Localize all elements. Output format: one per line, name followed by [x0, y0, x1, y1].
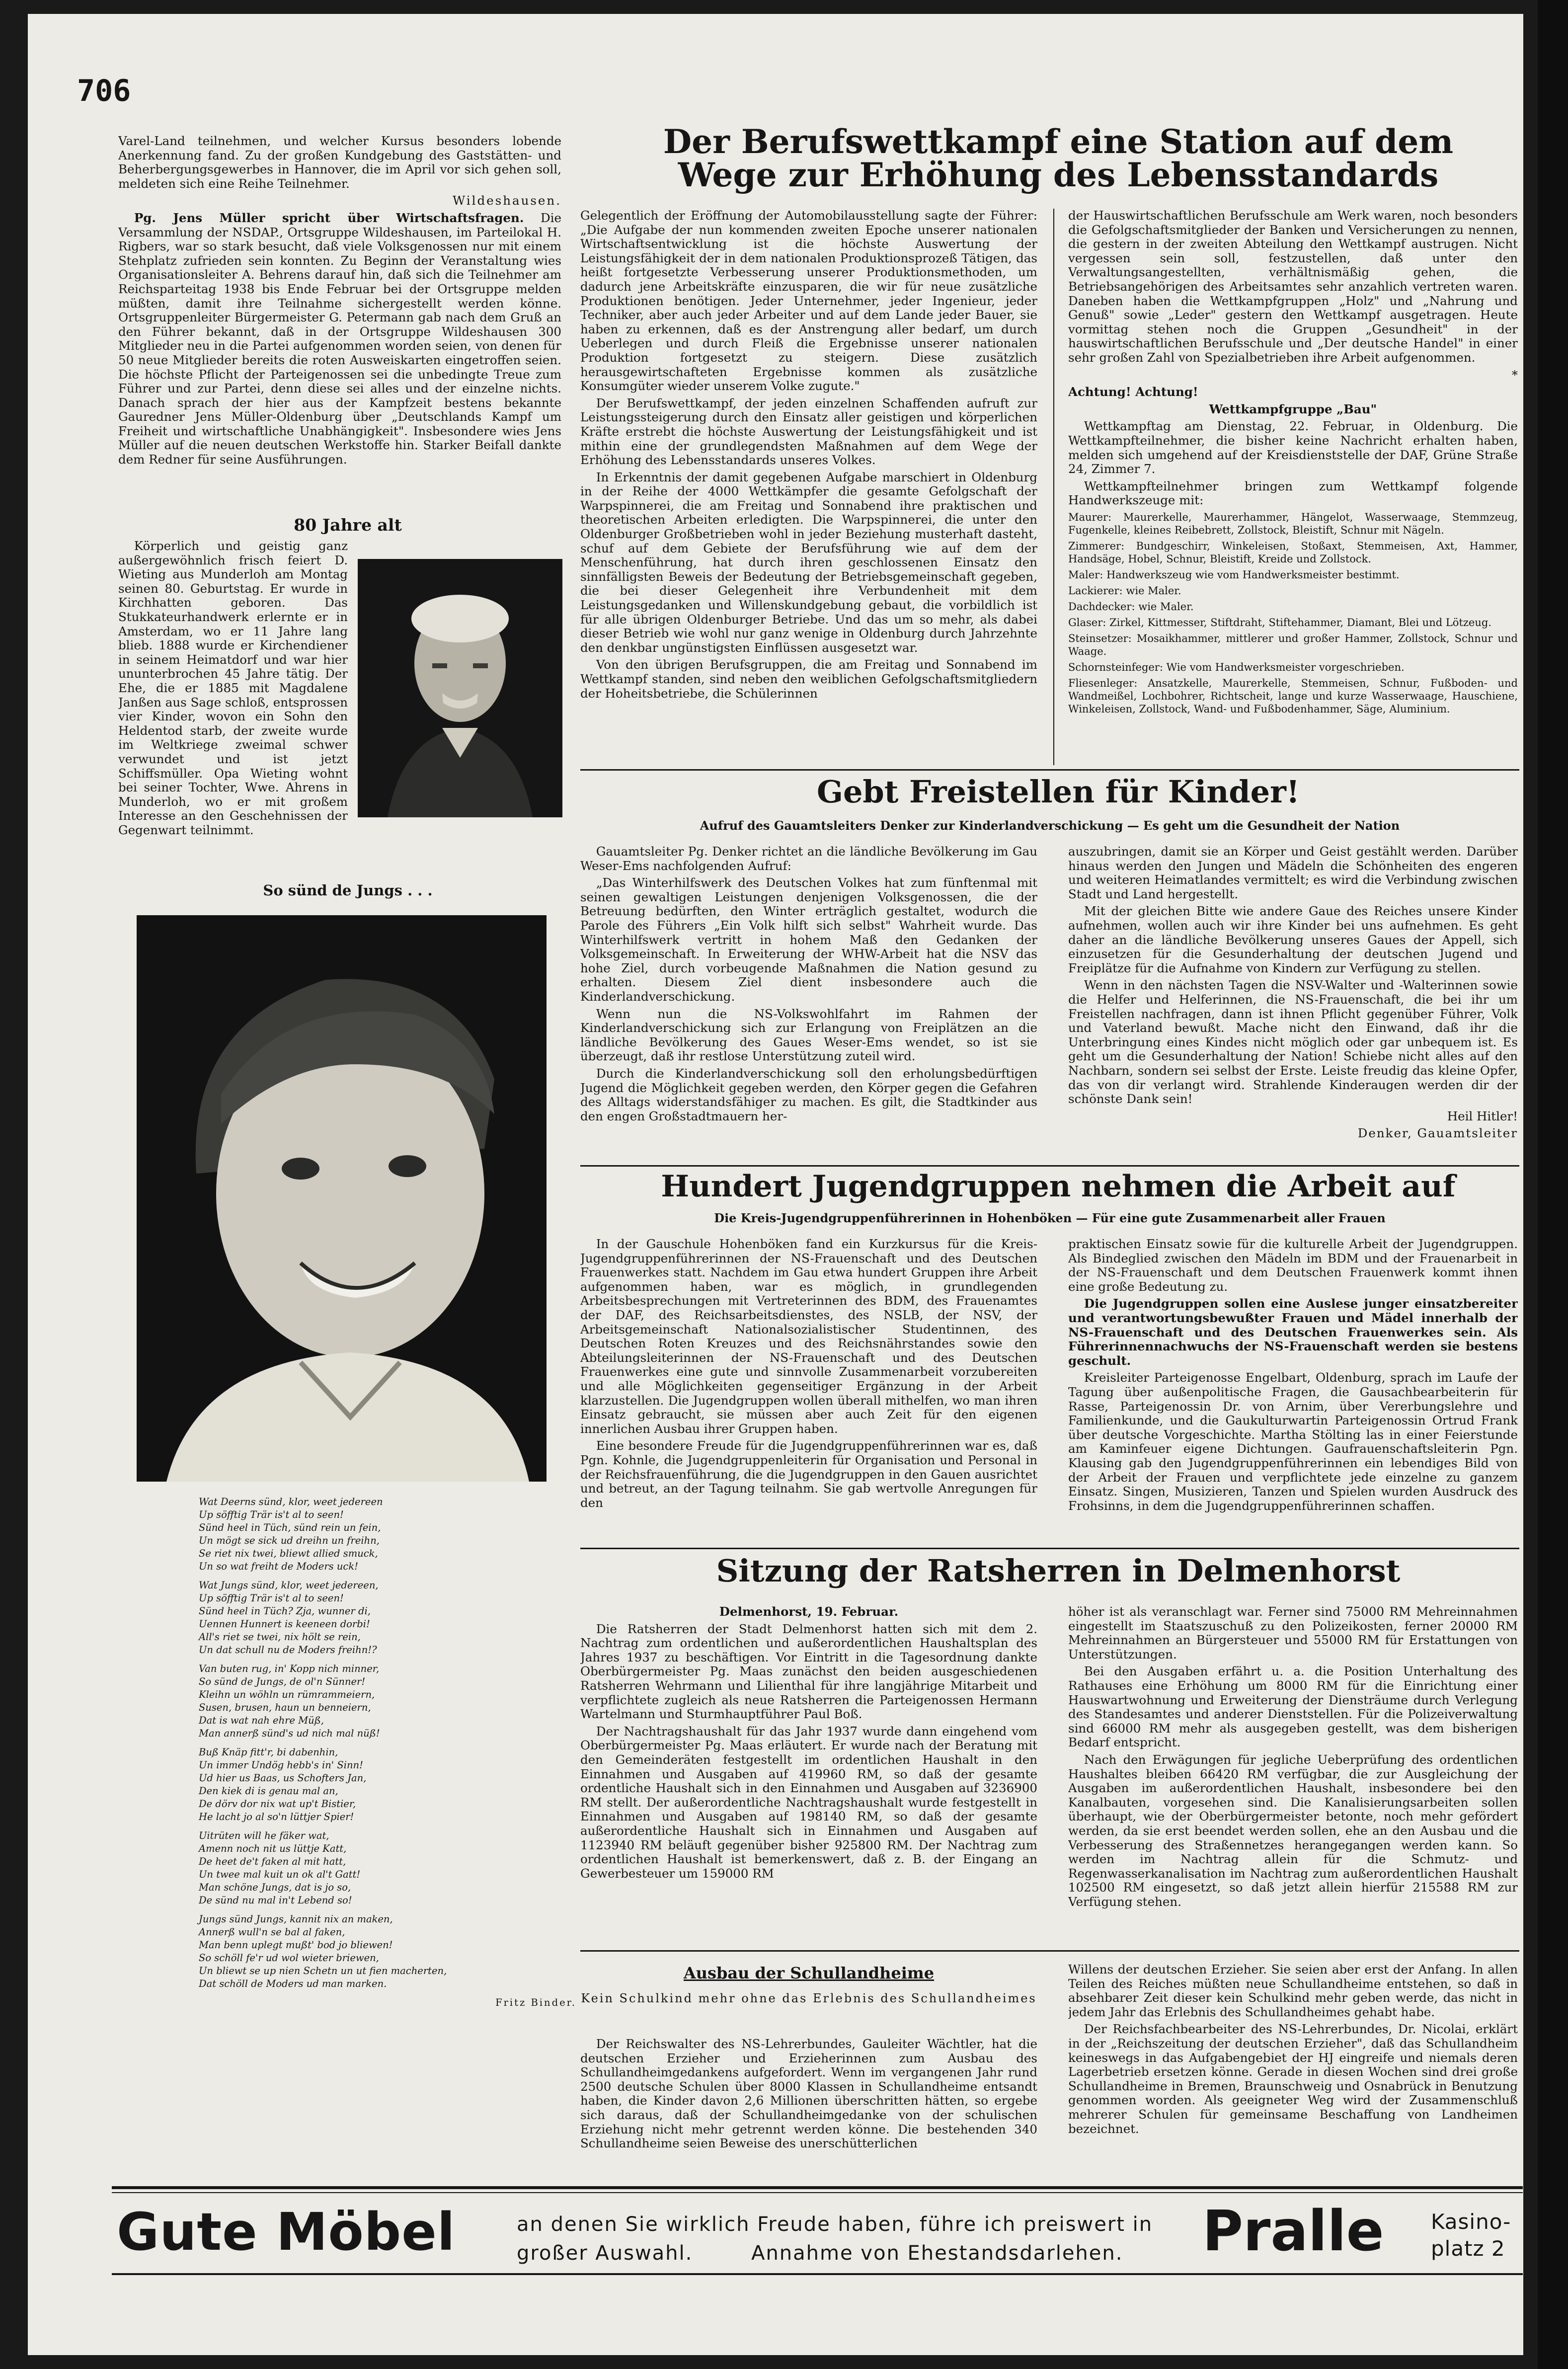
rats-headline: Sitzung der Ratsherren in Delmenhorst [716, 1553, 1401, 1589]
ad-brand-box [1202, 2199, 1441, 2264]
kinder-paragraph: Durch die Kinderlandverschickung soll den erholungsbedürftigen Jugend die Möglichkeit gegeben werden, den Körper gegen die Gefahren des Alltags widerstandsfähiger zu machen. Es gilt, die Stadtkinder aus den engen Großstadtmauern her- [580, 1066, 1037, 1123]
ad-address-2: platz 2 [1431, 2236, 1505, 2261]
ad-left [117, 2202, 514, 2262]
tool-entry: Fliesenleger: Ansatzkelle, Maurerkelle, Stemmeisen, Schnur, Fußboden- und Wandmeißel, Lochbohrer, Richtscheit, lange und kurze Wasserwaage, Hauschiene, Winkeleisen, Zollstock, Wand- und Fußbodenhammer, Säge, Aluminium. [1068, 677, 1518, 715]
poem [199, 1496, 576, 2015]
notice-group: Wettkampfgruppe „Bau" [1209, 401, 1377, 416]
tool-entry: Zimmerer: Bundgeschirr, Winkeleisen, Stoßaxt, Stemmeisen, Axt, Hammer, Handsäge, Hobel, Schnur, Bleistift, Kreide und Zollstock. [1068, 540, 1518, 565]
kinder-paragraph: auszubringen, damit sie an Körper und Geist gestählt werden. Darüber hinaus werden den Jungen und Mädeln die Schönheiten des engeren und weiteren Heimatlandes vermittelt; es wird die Verbindung zwischen Stadt und Land hergestellt. [1068, 845, 1518, 901]
kinder-headline: Gebt Freistellen für Kinder! [817, 774, 1300, 810]
poem-signature: Fritz Binder. [495, 1997, 576, 2008]
rats-col-2 [1068, 1605, 1518, 1953]
schul-subhead: Kein Schulkind mehr ohne das Erlebnis des Schullandheimes [581, 1991, 1037, 2005]
poem-stanza: Buß Knäp fitt'r, bi dabenhin, Un immer Undög hebb's in' Sinn! Ud hier us Baas, us Schofters Jan, Den kiek di is genau mal an, De dörv dor nix wat up't Bistier, He lacht jo al so'n lüttjer Spier! [199, 1746, 367, 1822]
kinder-col-2 [1068, 845, 1518, 1163]
beruf-headline: Der Berufswettkampf eine Station auf dem Wege zur Erhöhung des Lebensstandards [663, 122, 1454, 195]
intro-text: Varel-Land teilnehmen, und welcher Kursus besonders lobende Anerkennung fand. Zu der großen Kundgebung des Gaststätten- und Beherbergungsgewerbes in Hannover, die im April vor sich gehen soll, meldeten sich eine Reihe Teilnehmer. [118, 134, 561, 191]
tool-entry: Glaser: Zirkel, Kittmesser, Stiftdraht, Stiftehammer, Diamant, Blei und Lötzeug. [1068, 616, 1492, 629]
ad-address-1: Kasino- [1431, 2210, 1511, 2234]
divider [580, 1950, 1519, 1952]
schul-paragraph: Der Reichswalter des NS-Lehrerbundes, Gauleiter Wächtler, hat die deutschen Erzieher und Erzieherinnen zum Ausbau des Schullandheimgedankens aufgefordert. Wenn im vergangenen Jahr rund 2500 deutsche Schulen über 8000 Klassen in Schullandheime entsandt haben, die Kinder davon 2,6 Millionen überschritten hätten, so ergebe sich daraus, daß der Schullandheimgedanke von der schulischen Erziehung nicht mehr getrennt werden könne. Die bestehenden 340 Schullandheime seien Beweise des unerschütterlichen [580, 2037, 1037, 2151]
beruf-col-1 [580, 209, 1037, 758]
tool-entry: Schornsteinfeger: Wie vom Handwerksmeister vorgeschrieben. [1068, 661, 1405, 673]
schul-col-2 [1068, 1963, 1518, 2166]
rats-dateline: Delmenhorst, 19. Februar. [719, 1605, 899, 1619]
divider [580, 1548, 1519, 1549]
kinder-signature: Denker, Gauamtsleiter [1357, 1126, 1518, 1141]
pg-body: Die Versammlung der NSDAP., Ortsgruppe Wildeshausen, im Parteilokal H. Rigbers, war so stark besucht, daß viele Volksgenossen nur mit einem Stehplatz zufrieden sein konnten. Zu Beginn der Veranstaltung wies Organisationsleiter A. Behrens darauf hin, daß sich die Teilnehmer am Reichsparteitag 1938 bis Ende Februar bei der Ortsgruppe melden müßten, damit ihre Teilnahme sichergestellt werden könne. Ortsgruppenleiter Bürgermeister G. Petermann gab nach dem Gruß an den Führer bekannt, daß in der Ortsgruppe Wildeshausen 300 Mitglieder neu in die Partei aufgenommen worden seien, von denen für 50 neue Mitglieder bereits die roten Ausweiskarten eingetroffen seien. Die höchste Pflicht der Parteigenossen sei die unbedingte Treue zum Führer und zur Partei, denn diese sei alles und der einzelne nichts. Danach sprach der hier aus der Kampfzeit bestens bekannte Gauredner Jens Müller-Oldenburg über „Deutschlands Kampf um Freiheit und wirtschaftliche Unabhängigkeit". Insbesondere wies Jens Müller auf die neuen deutschen Werkstoffe hin. Starker Beifall dankte dem Redner für seine Ausführungen. [118, 210, 561, 467]
divider [580, 1165, 1519, 1167]
tool-entry: Dachdecker: wie Maler. [1068, 600, 1194, 613]
jugend-col-2 [1068, 1237, 1518, 1545]
kinder-paragraph: Gauamtsleiter Pg. Denker richtet an die ländliche Bevölkerung im Gau Weser-Ems nachfolgenden Aufruf: [580, 845, 1037, 873]
age-article [118, 539, 348, 862]
rats-col-1 [580, 1605, 1037, 1953]
rats-paragraph: Die Ratsherren der Stadt Delmenhorst hatten sich mit dem 2. Nachtrag zum ordentlichen und außerordentlichen Haushaltsplan des Jahres 1937 zu beschäftigen. Vor Eintritt in die Tagesordnung dankte Oberbürgermeister Pg. Maas zunächst den beiden ausgeschiedenen Ratsherren Wehrmann und Lilienthal für ihre langjährige Mitarbeit und verpflichtete zugleich als neue Ratsherren die Parteigenossen Hermann Wartelmann und Sturmhauptführer Paul Boß. [580, 1621, 1037, 1722]
tool-entry: Steinsetzer: Mosaikhammer, mittlerer und großer Hammer, Zollstock, Schnur und Waage. [1068, 632, 1518, 657]
notice-body: Wettkampftag am Dienstag, 22. Februar, in Oldenburg. Die Wettkampfteilnehmer, die bisher keine Nachricht erhalten haben, melden sich umgehend auf der Kreisdienststelle der DAF, Grüne Straße 24, Zimmer 7. [1068, 419, 1518, 476]
jugend-headline: Hundert Jugendgruppen nehmen die Arbeit auf [661, 1169, 1456, 1204]
ad-line-2a: großer Auswahl. [517, 2242, 693, 2265]
age-body: Körperlich und geistig ganz außergewöhnlich frisch feiert D. Wieting aus Munderloh am Montag seinen 80. Geburtstag. Er wurde in Kirchhatten geboren. Das Stukkateurhandwerk erlernte er in Amsterdam, wo er 11 Jahre lang blieb. 1888 wurde er Kirchendiener in seinem Heimatdorf und war hier ununterbrochen 45 Jahre tätig. Der Ehe, die er 1885 mit Magdalene Janßen aus Sage schloß, entsprossen vier Kinder, wovon ein Sohn den Heldentod starb, der zweite wurde im Weltkriege zweimal schwer verwundet und ist jetzt Schiffsmüller. Opa Wieting wohnt bei seiner Tochter, Wwe. Ahrens in Munderloh, wo er mit großem Interesse an den Geschehnissen der Gegenwart teilnimmt. [118, 539, 348, 837]
ad-address [1431, 2209, 1530, 2262]
portrait-image [358, 559, 562, 817]
pg-lead: Pg. Jens Müller spricht über Wirtschaftsfragen. [134, 210, 524, 225]
left-column-top [118, 134, 561, 512]
portrait-photo [358, 559, 562, 817]
beruf-paragraph: In Erkenntnis der damit gegebenen Aufgabe marschiert in Oldenburg in der Reihe der 4000 Wettkämpfer die gesamte Gefolgschaft der Warpspinnerei, die am Freitag und Sonnabend ihre praktischen und theoretischen Arbeiten erledigten. Die Warpspinnerei, die unter den Oldenburger Großbetrieben wohl in jeder Beziehung musterhaft dasteht, schuf auf dem Gebiete der Berufsführung wie auf dem der Menschenführung, hat durch ihren geschlossenen Einsatz den sinnfälligsten Beweis der Bedeutung der Betriebsgemeinschaft gegeben, die bei dieser Gelegenheit ihre Verbundenheit mit dem Leistungsgedanken und Willenskundgebung gebaut, die vorbildlich ist für alle übrigen Oldenburger Betriebe. Und das um so mehr, als dabei dieser Betrieb wie wohl nur ganz wenige in Oldenburg durch Jahrzehnte den denkbar ungünstigsten Einflüssen ausgesetzt war. [580, 470, 1037, 655]
jugend-col-1 [580, 1237, 1037, 1545]
ad-top-rule [112, 2192, 1523, 2193]
kinder-col-1 [580, 845, 1037, 1163]
tool-entry: Lackierer: wie Maler. [1068, 584, 1181, 597]
jugend-paragraph: praktischen Einsatz sowie für die kulturelle Arbeit der Jugendgruppen. Als Bindeglied zwischen den Mädeln im BDM und der Frauenarbeit in der NS-Frauenschaft und dem Deutschen Frauenwerk kommt ihnen eine große Bedeutung zu. [1068, 1237, 1518, 1294]
beruf-paragraph: Der Berufswettkampf, der jeden einzelnen Schaffenden aufruft zur Leistungssteigerung durch den Einsatz aller geistigen und körperlichen Kräfte erstrebt die höchste Auswertung der Leistungsfähigkeit und ist mithin eine der grundlegendsten Maßnahmen auf dem Wege der Erhöhung des Lebensstandards unseres Volkes. [580, 395, 1037, 468]
ad-top-rule [112, 2186, 1523, 2189]
kinder-paragraph: „Das Winterhilfswerk des Deutschen Volkes hat zum fünftenmal mit seinen gewaltigen Leistungen denjenigen Volksgenossen, die der Betreuung bedürften, den Winter erträglich gestaltet, wodurch die Parole des Führers „Ein Volk hilft sich selbst" Wahrheit wurde. Das Winterhilfswerk vertritt in hohem Maß den Gedanken der Volksgemeinschaft. In Erweiterung der WHW-Arbeit hat die NSV das hohe Ziel, durch vorbeugende Maßnahmen die Nation gesund zu erhalten. Diesem Ziel dient insbesondere auch die Kinderlandverschickung. [580, 875, 1037, 1004]
beruf-paragraph: der Hauswirtschaftlichen Berufsschule am Werk waren, noch besonders die Gefolgschaftsmitglieder der Banken und Versicherungen zu nennen, die gestern in der zweiten Abteilung den Wettkampf austrugen. Nicht vergessen sein soll, festzustellen, daß unter den Verwaltungsangestellten, verhältnismäßig gehen, die Betriebsangehörigen des Arbeitsamtes sehr anzahlich vertreten waren. Daneben haben die Wettkampfgruppen „Holz" und „Nahrung und Genuß" sowie „Leder" gestern den Wettkampf ausgetragen. Heute vormittag stehen noch die Gruppen „Gesundheit" in der hauswirtschaftlichen Berufsschule und „Der deutsche Handel" in einer sehr großen Zahl von Spezialbetrieben ihre Arbeit aufgenommen. [1068, 209, 1518, 365]
boy-image [137, 915, 547, 1482]
poem-stanza: Wat Deerns sünd, klor, weet jedereen Up söfftig Trär is't al to seen! Sünd heel in Tüch, sünd rein un fein, Un mögt se sick ud dreihn un freihn, Se riet nix twei, bliewt allied smuck, Un so wat freiht de Moders uck! [199, 1496, 383, 1572]
divider [580, 769, 1519, 771]
poem-stanza: Uitrüten will he fäker wat, Amenn noch nit us lüttje Katt, De heet de't faken al mit hatt, Un twee mal kuit un ok al't Gatt! Man schöne Jungs, dat is jo so, De sünd nu mal in't Lebend so! [199, 1830, 361, 1906]
kinder-paragraph: Wenn nun die NS-Volkswohlfahrt im Rahmen der Kinderlandverschickung sich zur Erlangung von Freiplätzen an die ländliche Bevölkerung des Gaues Weser-Ems wendet, so ist sie überzeugt, daß ihr restlose Unterstützung zuteil wird. [580, 1006, 1037, 1064]
scan-border [1538, 0, 1568, 2369]
age-headline: 80 Jahre alt [294, 515, 402, 535]
intro-place: Wildeshausen. [453, 193, 561, 208]
rats-paragraph: Der Nachtragshaushalt für das Jahr 1937 wurde dann eingehend vom Oberbürgermeister Pg. Maas erläutert. Er wurde nach der Beratung mit den Gemeinderäten festgestellt im ordentlichen Haushalt in den Einnahmen und Ausgaben auf 419960 RM, so daß der gesamte ordentliche Haushalt sich in den Einnahmen und Ausgaben auf 3236900 RM stellt. Der außerordentliche Nachtragshaushalt wurde festgestellt in Einnahmen und Ausgaben auf 198140 RM, so daß der gesamte außerordentliche Haushalt sich in Einnahmen und Ausgaben auf 1123940 RM beläuft gegenüber bisher 925800 RM. Der Nachtrag zum ordentlichen Haushalt ist bemerkenswert, daß z. B. der Eingang an Gewerbesteuer um 159000 RM [580, 1724, 1037, 1881]
kinder-paragraph: Mit der gleichen Bitte wie andere Gaue des Reiches unsere Kinder aufnehmen, wollen auch wir ihre Kinder bei uns aufnehmen. Es geht daher an die ländliche Bevölkerung unseres Gaues der Appell, sich einzusetzen für die Gesunderhaltung der deutschen Jugend und Freiplätze für die Aufnahme von Kindern zur Verfügung zu stellen. [1068, 904, 1518, 975]
tool-entry: Maurer: Maurerkelle, Maurerhammer, Hängelot, Wasserwaage, Stemmzeug, Fugenkelle, kleines Reibebrett, Zollstock, Bleistift, Schnur mit Nägeln. [1068, 511, 1518, 536]
ad-line-2b: Annahme von Ehestandsdarlehen. [751, 2242, 1123, 2265]
tool-entry: Maler: Handwerkszeug wie vom Handwerksmeister bestimmt. [1068, 568, 1400, 581]
schul-col-1 [580, 2037, 1037, 2166]
beruf-paragraph: Von den übrigen Berufsgruppen, die am Freitag und Sonnabend im Wettkampf standen, sind neben den weiblichen Gefolgschaftsmitgliedern der Hoheitsbetriebe, die Schülerinnen [580, 657, 1037, 701]
jugend-subhead: Die Kreis-Jugendgruppenführerinnen in Hohenböken — Für eine gute Zusammenarbeit aller Frauen [714, 1211, 1386, 1225]
beruf-paragraph: Gelegentlich der Eröffnung der Automobilausstellung sagte der Führer: „Die Aufgabe der nun kommenden zweiten Epoche unserer nationalen Wirtschaftsentwicklung ist die höchste Auswertung der Leistungsfähigkeit der in dem nationalen Produktionsprozeß Tätigen, das heißt fortgesetzte Verbesserung unserer Produktionsmethoden, um dadurch jene Arbeitskräfte einzusparen, die wir für neue zusätzliche Produktionen benötigen. Jeder Unternehmer, jeder Ingenieur, jeder Techniker, aber auch jeder Arbeiter und auf dem Lande jeder Bauer, sie haben zu erkennen, daß es der Anstrengung aller bedarf, um durch Ueberlegen und durch Fleiß die Ergebnisse unserer nationalen Produktion fortgesetzt zu steigern. Diese zusätzlich herausgewirtschafteten Ergebnisse kommen als zusätzliche Konsumgüter wieder unserem Volke zugute." [580, 209, 1037, 394]
kinder-subhead: Aufruf des Gauamtsleiters Denker zur Kinderlandverschickung — Es geht um die Gesundheit der Nation [700, 818, 1400, 833]
ad-line-1: an denen Sie wirklich Freude haben, führe ich preiswert in [517, 2213, 1153, 2236]
jungs-headline: So sünd de Jungs . . . [263, 882, 433, 899]
poem-stanza: Wat Jungs sünd, klor, weet jedereen, Up söfftig Trär is't al to seen! Sünd heel in Tüch? Zja, wunner di, Uennen Hunnert is keeneen dorbi! All's riet se twei, nix hölt se rein, Un dat schull nu de Moders freihn!? [199, 1579, 379, 1656]
jugend-paragraph: Die Jugendgruppen sollen eine Auslese junger einsatzbereiter und verantwortungsbewußter Frauen und Mädel innerhalb der NS-Frauenschaft und des Deutschen Frauenwerkes sein. Als Führerinnennachwuchs der NS-Frauenschaft werden sie bestens geschult. [1068, 1296, 1518, 1368]
kinder-paragraph: Wenn in den nächsten Tagen die NSV-Walter und -Walterinnen sowie die Helfer und Helferinnen, die NS-Frauenschaft, die bei ihr um Freistellen nachfragen, dann ist ihnen Pflicht gegenüber Führer, Volk und Vaterland bewußt. Mache nicht den Einwand, daß ihr die Unterbringung eines Kindes nicht möglich oder gar unbequem ist. Es geht um die Gesunderhaltung der Nation! Schiebe nicht alles auf den Nachbarn, sondern sei selbst der Erste. Leiste freudig das kleine Opfer, das von dir verlangt wird. Strahlende Kinderaugen werden dir der schönste Dank sein! [1068, 978, 1518, 1106]
rats-paragraph: Nach den Erwägungen für jegliche Ueberprüfung des ordentlichen Haushaltes bleiben 66420 RM verfügbar, die zur Ausgleichung der Ausgaben im außerordentlichen Haushalt, insbesondere bei den Kanalbauten, vorgesehen sind. Die Kanalisierungsarbeiten sollen überhaupt, wie der Oberbürgermeister betonte, noch mehr gefördert werden, da sie erst beendet werden sollen, ehe an den Ausbau und die Verbesserung des Straßennetzes herangegangen werden kann. So werden im Nachtrag allein für die Schmutz- und Regenwasserkanalisation im Nachtrag zum außerordentlichen Haushalt 102500 RM eingesetzt, so daß jetzt allein hierfür 215588 RM zur Verfügung stehen. [1068, 1752, 1518, 1909]
jugend-paragraph: In der Gauschule Hohenböken fand ein Kurzkursus für die Kreis-Jugendgruppenführerinnen der NS-Frauenschaft und des Deutschen Frauenwerkes statt. Nachdem im Gau etwa hundert Gruppen ihre Arbeit aufgenommen haben, war es möglich, in grundlegenden Arbeitsbesprechungen mit Vertreterinnen des BDM, des Frauenamtes der DAF, des Reichsarbeitsdienstes, des NSLB, der NSV, der Arbeitsgemeinschaft Nationalsozialistischer Studentinnen, des Deutschen Roten Kreuzes und des Reichsnährstandes sowie den Abteilungsleiterinnen der NS-Frauenschaft und des Deutschen Frauenwerkes eine gute und sinnvolle Zusammenarbeit vorzubereiten und alle Möglichkeiten gegenseitiger Ergänzung in der Arbeit klarzustellen. Die Jugendgruppen wollen überall mithelfen, wo man ihren Einsatz gebraucht, sie müssen aber auch Zeit für den eigenen innerlichen Ausbau ihrer Gruppen haben. [580, 1237, 1037, 1436]
schul-headline: Ausbau der Schullandheime [683, 1964, 935, 1982]
jugend-paragraph: Kreisleiter Parteigenosse Engelbart, Oldenburg, sprach im Laufe der Tagung über außenpolitische Fragen, die Gausachbearbeiterin für Rasse, Parteigenossin Dr. von Arnim, über Vererbungslehre und Familienkunde, und die Gaukulturwartin Parteigenossin Ortrud Frank über deutsche Vorgeschichte. Martha Stölting las in einer Feierstunde am Kaminfeuer eigene Dichtungen. Gaufrauenschaftsleiterin Pgn. Klausing gab den Jugendgruppenführerinnen ein lebendiges Bild von der Arbeit der Frauen und verpflichtete jede einzelne zu ganzem Einsatz. Singen, Musizieren, Tanzen und Spielen wurden Ausdruck des Frohsinns, in dem die Jugendgruppenführerinnen schaffen. [1068, 1370, 1518, 1513]
schul-paragraph: Willens der deutschen Erzieher. Sie seien aber erst der Anfang. In allen Teilen des Reiches müßten neue Schullandheime entstehen, so daß in absehbarer Zeit dieser kein Schulkind mehr geben werde, das nicht in jedem Jahr das Erlebnis des Schullandheimes gehabt habe. [1068, 1963, 1518, 2019]
kinder-paragraph: Heil Hitler! [1447, 1108, 1518, 1123]
jugend-paragraph: Eine besondere Freude für die Jugendgruppenführerinnen war es, daß Pgn. Kohnle, die Jugendgruppenleiterin für Organisation und Personal in der Reichsfrauenführung, die die Jugendgruppen in den Gauen ausrichtet und betreut, an der Tagung teilnahm. Sie gab wertvolle Anregungen für den [580, 1438, 1037, 1510]
column-divider [1053, 209, 1054, 765]
poem-stanza: Van buten rug, in' Kopp nich minner, So sünd de Jungs, de ol'n Sünner! Kleihn un wöhln un rümrammeiern, Susen, brusen, haun un benneiern, Dat is wat nah ehre Müß, Man annerß sünd's ud nich mal nüß! [199, 1663, 380, 1739]
boy-photo [137, 915, 547, 1482]
ad-middle [517, 2210, 1212, 2268]
poem-stanza: Jungs sünd Jungs, kannit nix an maken, Annerß wull'n se bal al faken, Man benn uplegt mußt' bod jo bliewen! So schöll fe'r ud wol wieter briewen, Un bliewt se up nien Schetn un ut fien macherten, Dat schöll de Moders ud man marken. [199, 1913, 447, 1989]
rats-paragraph: Bei den Ausgaben erfährt u. a. die Position Unterhaltung des Rathauses eine Erhöhung um 8000 RM für die Einrichtung einer Hauswartwohnung und Erweiterung der Diensträume durch Verlegung des Standesamtes und anderer Dienststellen. Für die Polizeiverwaltung sind 66000 RM mehr als ausgegeben gestellt, was dem bisherigen Bedarf entspricht. [1068, 1664, 1518, 1750]
notice-tools-intro: Wettkampfteilnehmer bringen zum Wettkampf folgende Handwerkszeuge mit: [1068, 478, 1518, 508]
ad-bottom-rule [112, 2273, 1523, 2275]
schul-paragraph: Der Reichsfachbearbeiter des NS-Lehrerbundes, Dr. Nicolai, erklärt in der „Reichszeitung der deutschen Erzieher", daß das Schullandheim keineswegs in das Aufgabengebiet der HJ eingreife und niemals deren Lagerbetrieb ersetzen könne. Gerade in diesen Wochen sind drei große Schullandheime in Bremen, Braunschweig und Osnabrück in Benutzung genommen worden. Als geeigneter Weg wird der Zusammenschluß mehrerer Schulen für gemeinsame Beschaffung von Landheimen bezeichnet. [1068, 2022, 1518, 2136]
notice-title: Achtung! Achtung! [1068, 385, 1198, 399]
ad-brand: Pralle [1202, 2199, 1384, 2264]
beruf-col-2: der Hauswirtschaftlichen Berufsschule am Werk waren, noch besonders die Gefolgschaftsmitglieder der Banken und Versicherungen zu nennen, die gestern in der zweiten Abteilung den Wettkampf austrugen. Nicht vergessen sein soll, festzustellen, daß unter den Verwaltungsangestellten, verhältnismäßig gehen, die Betriebsangehörigen des Arbeitsamtes sehr anzahlich vertreten waren. Daneben haben die Wettkampfgruppen „Holz" und „Nahrung und Genuß" sowie „Leder" gestern den Wettkampf ausgetragen. Heute vormittag stehen noch die Gruppen „Gesundheit" in der hauswirtschaftlichen Berufsschule und „Der deutsche Handel" in einer sehr großen Zahl von Spezialbetrieben ihre Arbeit aufgenommen. * Achtung! Achtung! Wettkampfgruppe „Bau" Wettkampftag am Dienstag, 22. Februar, in Oldenburg. Die Wettkampfteilnehmer, die bisher keine Nachricht erhalten haben, melden sich umgehend auf der Kreisdienststelle der DAF, Grüne Straße 24, Zimmer 7. Wettkampfteilnehmer bringen zum Wettkampf folgende Handwerkszeuge mit: Maurer: Maurerkelle, Maurerhammer, Hängelot, Wasserwaage, Stemmzeug, Fugenkelle, kleines Reibebrett, Zollstock, Bleistift, Schnur mit Nägeln. Zimmerer: Bundgeschirr, Winkeleisen, Stoßaxt, Stemmeisen, Axt, Hammer, Handsäge, Hobel, Schnur, Bleistift, Kreide und Zollstock. Maler: Handwerkszeug wie vom Handwerksmeister bestimmt. Lackierer: wie Maler. Dachdecker: wie Maler. Glaser: Zirkel, Kittmesser, Stiftdraht, Stiftehammer, Diamant, Blei und Lötzeug. Steinsetzer: Mosaikhammer, mittlerer und großer Hammer, Zollstock, Schnur und Waage. Schornsteinfeger: Wie vom Handwerksmeister vorgeschrieben. Fliesenleger: Ansatzkelle, Maurerkelle, Stemmeisen, Schnur, Fußboden- und Wandmeißel, Lochbohrer, Richtscheit, lange und kurze Wasserwaage, Hauschiene, Winkeleisen, Zollstock, Wand- und Fußbodenhammer, Säge, Aluminium. [1068, 209, 1518, 715]
rats-paragraph: höher ist als veranschlagt war. Ferner sind 75000 RM Mehreinnahmen eingestellt im Staatszuschuß zu den Polizeikosten, ferner 20000 RM Mehreinnahmen an Bürgersteuer und 55000 RM für Erstattungen von Unterstützungen. [1068, 1605, 1518, 1661]
ad-left-text: Gute Möbel [117, 2202, 456, 2262]
page-number: 706 [77, 74, 131, 108]
